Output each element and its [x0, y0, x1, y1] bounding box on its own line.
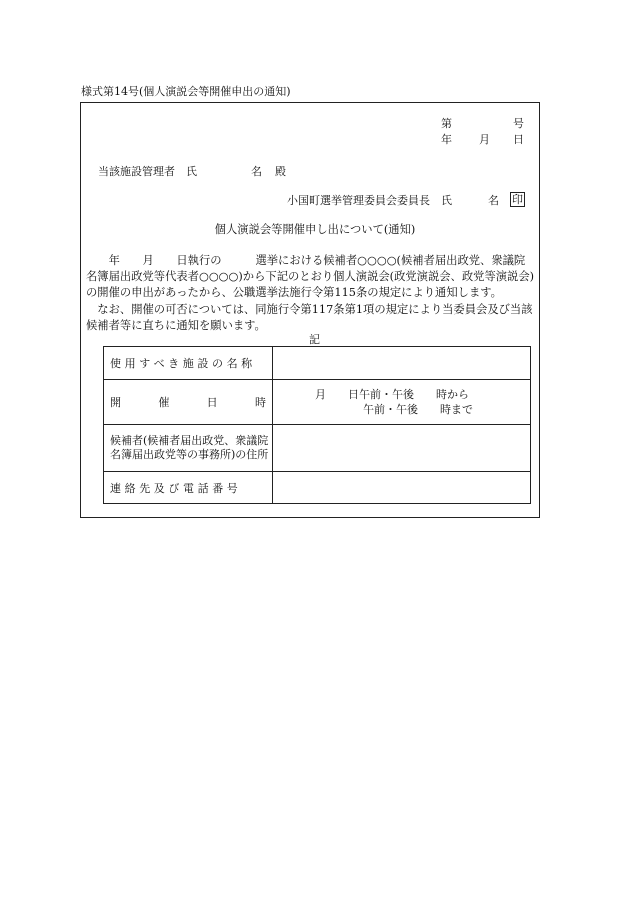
date-month: 月: [479, 133, 490, 146]
contact-value: [273, 472, 531, 504]
body-paragraph-1: 年 月 日執行の 選挙における候補者○○○○(候補者届出政党、衆議院名簿届出政党等代表者○○○○)から下記のとおり個人演説会(政党演説会、政党等演説会)の開催の申出があったから、公職選挙法施行令第115条の規定により通知します。: [86, 254, 535, 299]
number-label-1: 第: [441, 117, 452, 130]
datetime-label-char: 時: [254, 396, 266, 409]
addressee-name-char: 名: [251, 165, 262, 178]
facility-name-value: [273, 347, 531, 380]
contact-label: 連絡先及び電話番号: [104, 472, 273, 504]
candidate-address-label: 候補者(候補者届出政党、衆議院名簿届出政党等の事務所)の住所: [104, 425, 273, 472]
table-row: [104, 380, 531, 425]
document-title: 個人演説会等開催申し出について(通知): [214, 223, 416, 236]
facility-name-label: 使用すべき施設の名称: [104, 347, 273, 380]
table-row: [104, 425, 531, 472]
sender: 小国町選挙管理委員会委員長 氏: [287, 194, 452, 207]
datetime-line-2: 午前・午後 時まで: [363, 403, 473, 416]
date-day: 日: [513, 133, 524, 146]
table-row: [104, 472, 531, 504]
seal-box: 印: [512, 193, 523, 206]
date-year: 年: [441, 133, 452, 146]
form-caption: 様式第14号(個人演説会等開催申出の通知): [81, 85, 291, 98]
number-label-2: 号: [513, 117, 524, 130]
candidate-address-value: [273, 425, 531, 472]
datetime-line-1: 月 日午前・午後 時から: [315, 388, 469, 401]
sender-name-char: 名: [488, 194, 499, 207]
seal-mark: [507, 192, 525, 207]
record-mark: 記: [309, 333, 320, 346]
datetime-value: [273, 380, 531, 425]
record-table: [103, 346, 531, 504]
datetime-label-char: 開: [110, 396, 121, 409]
body-paragraph-2: なお、開催の可否については、同施行令第117条第1項の規定により当委員会及び当該候補者等に直ちに通知を願います。: [86, 303, 533, 332]
datetime-label: [104, 380, 273, 425]
addressee-suffix: 殿: [275, 165, 286, 178]
datetime-label-char: 日: [206, 396, 218, 409]
table-row: [104, 347, 531, 380]
datetime-label-char: 催: [158, 396, 170, 409]
addressee-prefix: 当該施設管理者 氏: [98, 165, 197, 178]
